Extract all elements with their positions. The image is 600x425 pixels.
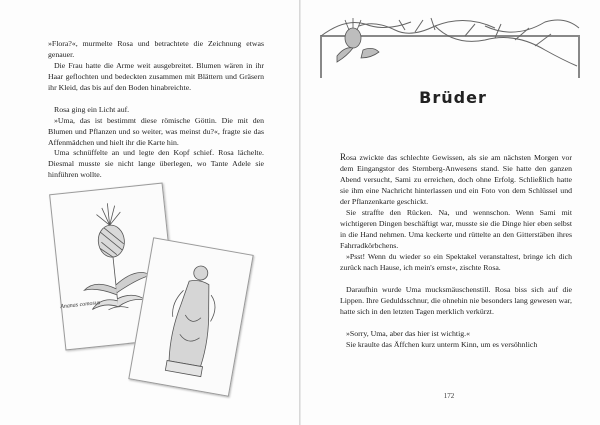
statue-icon [129, 238, 252, 395]
right-page [301, 0, 600, 425]
paragraph-1: »Flora?«, murmelte Rosa und betrachtete die Zeichnung etwas genauer. [48, 39, 264, 59]
right-paragraph-4: Daraufhin wurde Uma mucksmäuschenstill. Rosa biss sich auf die Lippen. Ihre Geduldsschnur, die ohnehin nie besonders lang gewesen war, hatte sich in den letzten Tagen merklich verkürzt. [340, 285, 572, 316]
paragraph-3: Rosa ging ein Licht auf. [54, 105, 130, 114]
paragraph-5: Uma schnüffelte an und legte den Kopf schief. Rosa lächelte. Diesmal musste sie nicht lange überlegen, wo Tante Adele sie hinführen wollte. [48, 148, 264, 179]
page-number: 172 [443, 392, 455, 400]
card-caption: Ananas comosus [59, 299, 101, 311]
right-paragraph-6: Sie kraulte das Äffchen kurz unterm Kinn, um es versöhnlich [346, 340, 538, 349]
flower-border-icon [315, 16, 585, 84]
right-paragraph-1-text: osa zwickte das schlechte Gewissen, als sie am nächsten Morgen vor dem Eingangstor des Sternberg-Anwesens stand. Sie hatte den ganzen Abend versucht, Sami zu erreichen, doch ohne Erfolg. Schließlich hatte sie ihm eine Nachricht hinterlassen und ein Foto von dem Schlüssel und der Pflanzenkarte geschickt. [340, 153, 572, 206]
right-paragraph-5: »Sorry, Uma, aber das hier ist wichtig.« [346, 329, 470, 338]
paragraph-2: Die Frau hatte die Arme weit ausgebreitet. Blumen wären in ihr Haar geflochten und bedeckten zusammen mit Blättern und Gräsern ihr Kleid, das bis auf den Boden hinabreichte. [48, 61, 264, 92]
chapter-heading: Brüder [419, 88, 487, 107]
right-paragraph-2: Sie straffte den Rücken. Na, und wennschon. Wenn Sami mit wichtigeren Dingen beschäftigt war, musste sie die Dinge hier eben selbst in die Hand nehmen. Uma keckerte und rüttelte an den Gitterstäben ihres Fahrradkörbchens. [340, 208, 572, 250]
paragraph-4: »Uma, das ist bestimmt diese römische Göttin. Die mit den Blumen und Pflanzen und so weiter, was meinst du?«, fragte sie das Affenmädchen und hielt ihr die Karte hin. [48, 116, 264, 147]
dropcap: R [340, 152, 347, 162]
right-paragraph-3: »Psst! Wenn du wieder so ein Spektakel veranstaltest, bringe ich dich zurück nach Hause, ich mein's ernst«, zischte Rosa. [340, 252, 572, 272]
right-paragraph-1 [340, 152, 572, 207]
left-page [0, 0, 299, 425]
